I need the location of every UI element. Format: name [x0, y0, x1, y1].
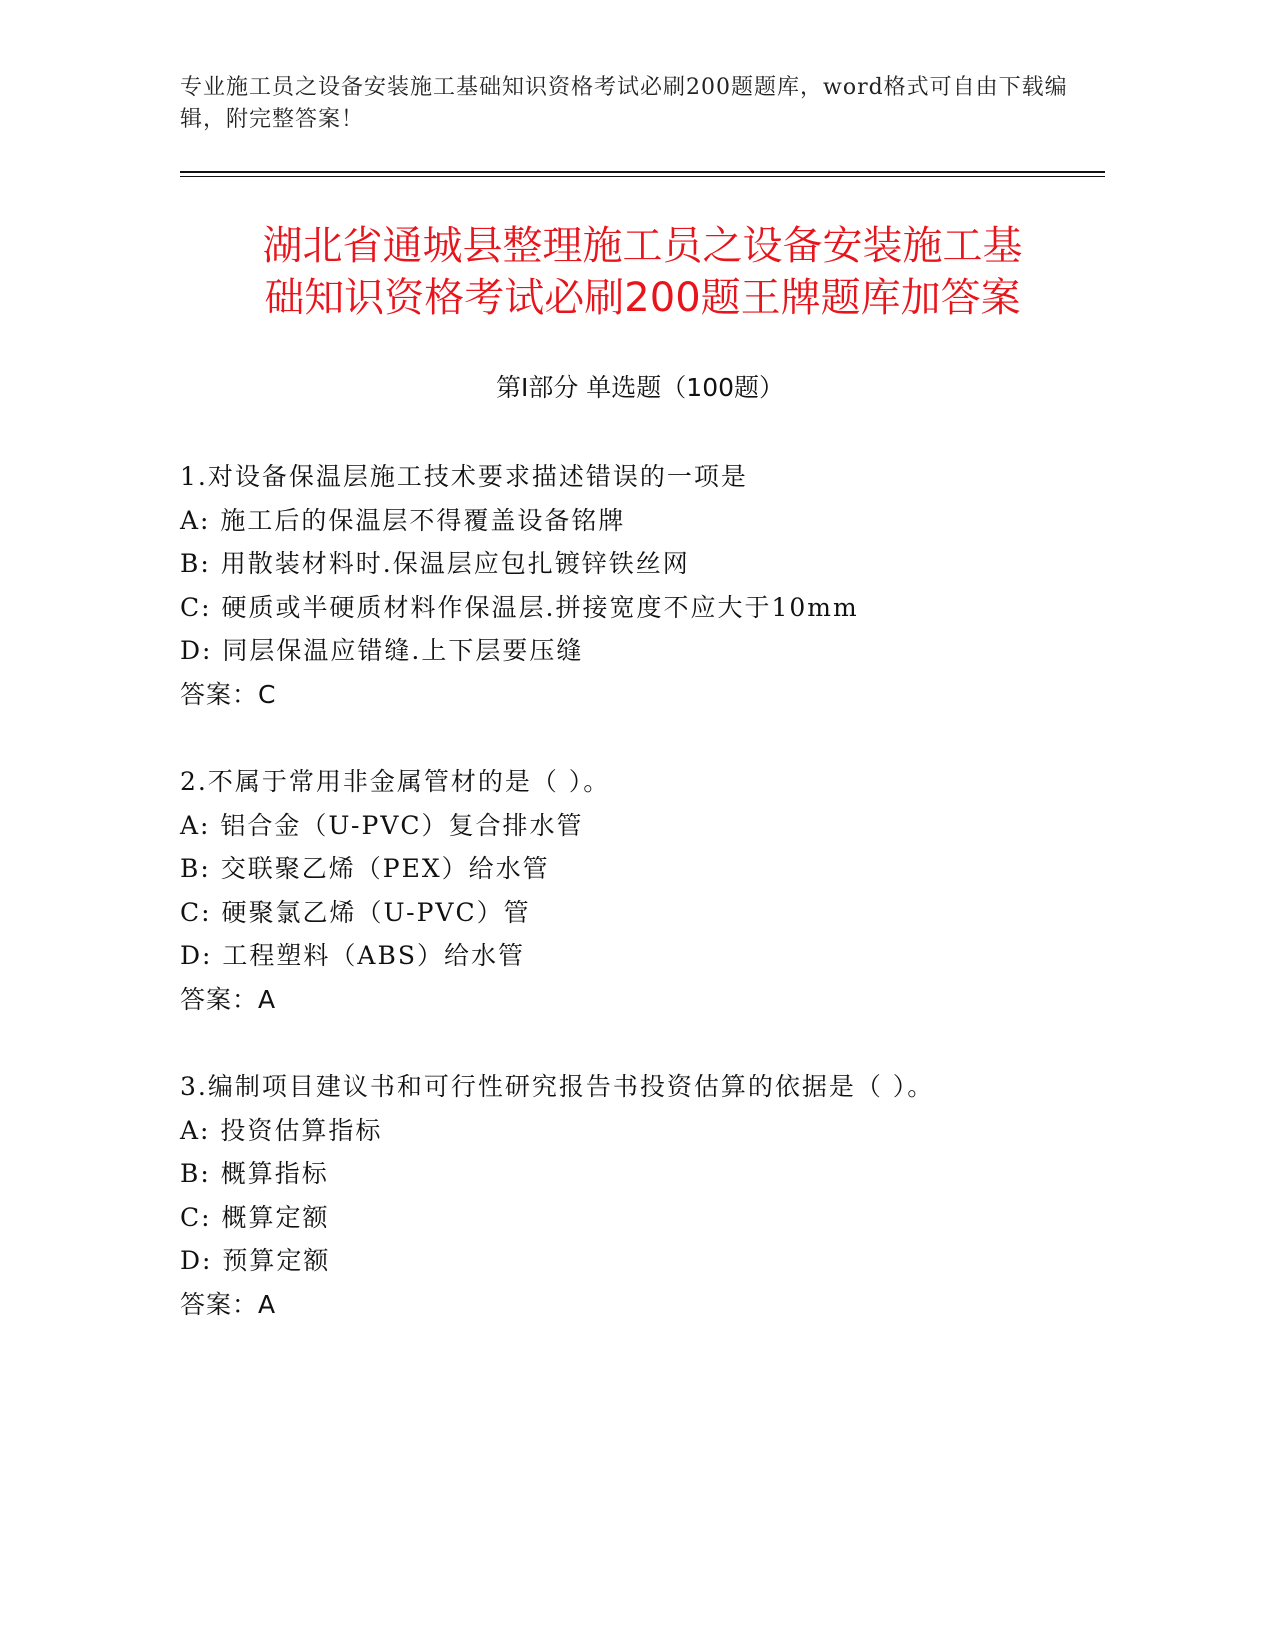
option-c: C: 硬质或半硬质材料作保温层.拼接宽度不应大于10mm	[180, 592, 859, 622]
option-d: D: 预算定额	[180, 1246, 331, 1275]
option-a: A: 施工后的保温层不得覆盖设备铭牌	[180, 505, 626, 535]
question-stem: 2.不属于常用非金属管材的是（ ）。	[180, 767, 611, 796]
option-b: B: 用散装材料时.保温层应包扎镀锌铁丝网	[180, 549, 690, 578]
option-c: C: 硬聚氯乙烯（U-PVC）管	[180, 897, 531, 927]
question-2	[180, 760, 1100, 1021]
option-b: B: 交联聚乙烯（PEX）给水管	[180, 854, 550, 883]
question-3	[180, 1065, 1100, 1326]
option-a: A: 铝合金（U-PVC）复合排水管	[180, 810, 584, 840]
document-title-line-2: 础知识资格考试必刷200题王牌题库加答案	[264, 275, 1021, 321]
option-d: D: 工程塑料（ABS）给水管	[180, 941, 525, 970]
question-stem: 3.编制项目建议书和可行性研究报告书投资估算的依据是（ ）。	[180, 1072, 935, 1101]
document-title-line-1: 湖北省通城县整理施工员之设备安装施工基	[262, 223, 1023, 269]
header-rule-thick	[180, 171, 1105, 173]
question-answer: 答案：A	[180, 1289, 277, 1319]
question-answer: 答案：C	[180, 679, 277, 709]
question-1	[180, 455, 1100, 716]
option-b: B: 概算指标	[180, 1159, 329, 1188]
question-stem: 1.对设备保温层施工技术要求描述错误的一项是	[180, 462, 748, 491]
header-rule-thin	[180, 176, 1105, 177]
option-d: D: 同层保温应错缝.上下层要压缝	[180, 636, 584, 665]
header-note: 专业施工员之设备安装施工基础知识资格考试必刷200题题库，word格式可自由下载编辑，附完整答案！	[180, 75, 1068, 132]
section-title: 第Ⅰ部分 单选题（100题）	[495, 373, 785, 402]
option-c: C: 概算定额	[180, 1202, 330, 1232]
option-a: A: 投资估算指标	[180, 1115, 383, 1145]
question-answer: 答案：A	[180, 984, 277, 1014]
document-title	[180, 220, 1105, 324]
